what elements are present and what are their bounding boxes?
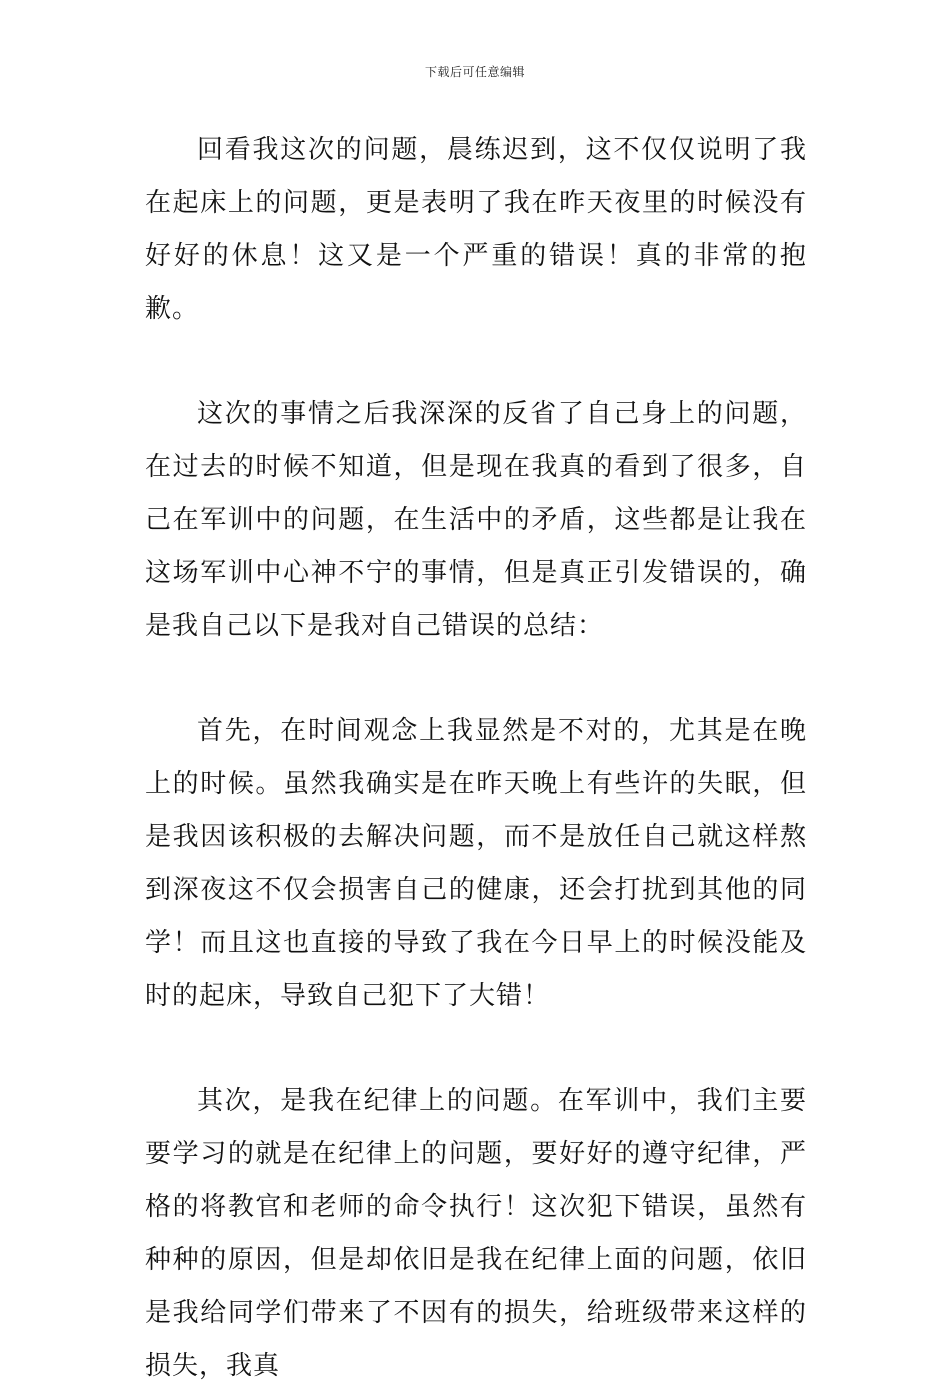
document-body	[145, 124, 807, 1393]
paragraph-2: 这次的事情之后我深深的反省了自己身上的问题，在过去的时候不知道，但是现在我真的看到了很多，自己在军训中的问题，在生活中的矛盾，这些都是让我在这场军训中心神不宁的事情，但是真正引发错误的，确是我自己以下是我对自己错误的总结：	[145, 399, 807, 641]
page-header: 下载后可任意编辑	[424, 65, 525, 79]
paragraph-spacer	[145, 336, 807, 388]
paragraph-spacer	[145, 653, 807, 705]
paragraph-spacer	[145, 1023, 807, 1075]
paragraph-3: 首先，在时间观念上我显然是不对的，尤其是在晚上的时候。虽然我确实是在昨天晚上有些许的失眠，但是我因该积极的去解决问题，而不是放任自己就这样熬到深夜这不仅会损害自己的健康，还会打扰到其他的同学！而且这也直接的导致了我在今日早上的时候没能及时的起床，导致自己犯下了大错！	[145, 716, 807, 1011]
paragraph-4: 其次，是我在纪律上的问题。在军训中，我们主要要学习的就是在纪律上的问题，要好好的遵守纪律，严格的将教官和老师的命令执行！这次犯下错误，虽然有种种的原因，但是却依旧是我在纪律上面的问题，依旧是我给同学们带来了不因有的损失，给班级带来这样的损失，我真	[145, 1086, 807, 1381]
paragraph-1: 回看我这次的问题，晨练迟到，这不仅仅说明了我在起床上的问题，更是表明了我在昨天夜里的时候没有好好的休息！这又是一个严重的错误！真的非常的抱歉。	[145, 135, 807, 324]
